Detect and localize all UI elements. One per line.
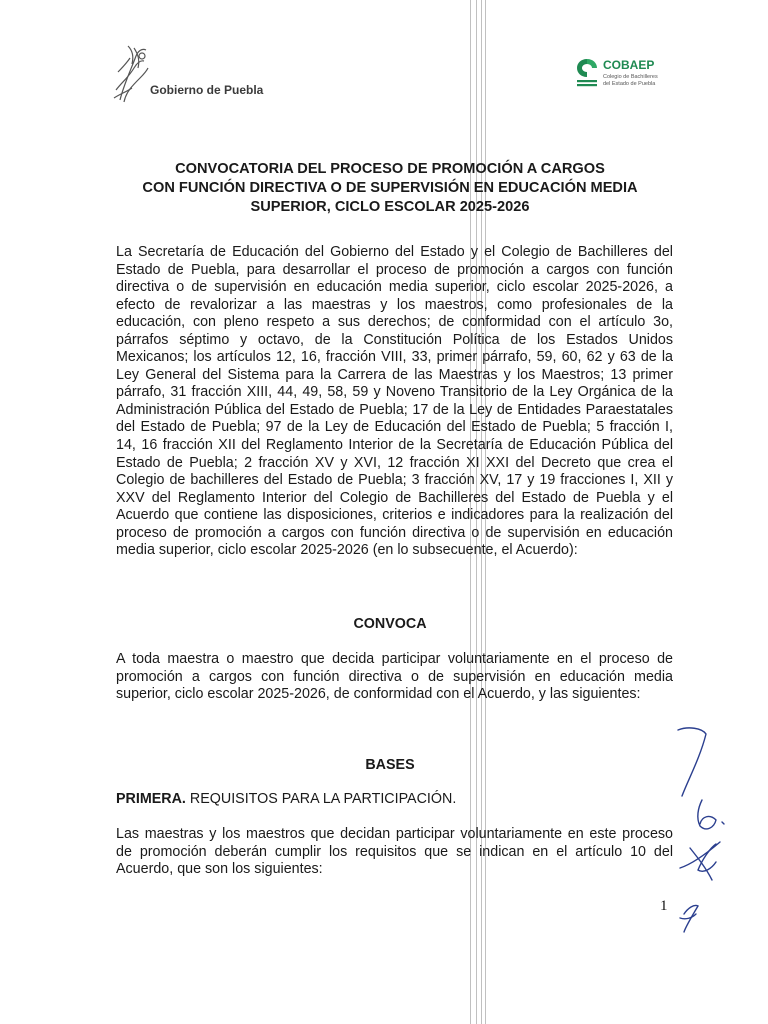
bases-heading: BASES	[365, 757, 415, 773]
section-primera-heading	[116, 791, 456, 807]
convoca-paragraph: A toda maestra o maestro que decida participar voluntariamente en el proceso de promoción a cargos con función directiva o de supervisión en educación media superior, ciclo escolar 2025-2026, de conformidad con el Acuerdo, y las siguientes:	[116, 651, 673, 703]
title-line: SUPERIOR, CICLO ESCOLAR 2025-2026	[250, 199, 530, 215]
requirements-paragraph: Las maestras y los maestros que decidan participar voluntariamente en este proceso de promoción deberán cumplir los requisitos que se indican en el artículo 10 del Acuerdo, que son los siguientes:	[116, 826, 673, 878]
title-line: CON FUNCIÓN DIRECTIVA O DE SUPERVISIÓN EN EDUCACIÓN MEDIA	[142, 180, 638, 196]
gobierno-puebla-emblem-icon	[112, 42, 152, 104]
convoca-heading: CONVOCA	[353, 616, 427, 632]
section-title: REQUISITOS PARA LA PARTICIPACIÓN.	[189, 791, 457, 807]
gobierno-puebla-logo	[112, 42, 264, 112]
handwritten-signature	[640, 718, 750, 938]
cobaep-emblem-icon	[575, 57, 599, 89]
cobaep-name: COBAEP	[603, 58, 655, 72]
title-line: CONVOCATORIA DEL PROCESO DE PROMOCIÓN A CARGOS	[175, 161, 605, 177]
cobaep-subtitle-line1: Colegio de Bachilleres	[603, 74, 658, 80]
document-title	[80, 160, 700, 217]
intro-paragraph: La Secretaría de Educación del Gobierno del Estado y el Colegio de Bachilleres del Estado de Puebla, para desarrollar el proceso de promoción a cargos con función directiva o de supervisión en educación media superior, ciclo escolar 2025-2026, a efecto de revalorizar a las maestras y los maestros, como profesionales de la educación, con pleno respeto a sus derechos; de conformidad con el artículo 3o, párrafos séptimo y octavo, de la Constitución Política de los Estados Unidos Mexicanos; los artículos 12, 16, fracción VIII, 33, primer párrafo, 59, 60, 62 y 63 de la Ley General del Sistema para la Carrera de las Maestras y los Maestros; 13 primer párrafo, 31 fracción XIII, 44, 49, 58, 59 y Noveno Transitorio de la Ley Orgánica de la Administración Pública del Estado de Puebla; 17 de la Ley de Entidades Paraestatales del Estado de Puebla; 97 de la Ley de Educación del Estado de Puebla; 5 fracción I, 14, 16 fracción XII del Reglamento Interior de la Secretaría de Educación Pública del Estado de Puebla; 2 fracción XV y XVI, 12 fracción XI XXI del Decreto que crea el Colegio de bachilleres del Estado de Puebla; 3 fracción XV, 17 y 19 fracciones I, XII y XXV del Reglamento Interior del Colegio de Bachilleres del Estado de Puebla y el Acuerdo que contiene las disposiciones, criterios e indicadores para la realización del proceso de promoción a cargos con función directiva o de supervisión en educación media superior, ciclo escolar 2025-2026 (en lo subsecuente, el Acuerdo):	[116, 244, 673, 559]
cobaep-logo	[575, 55, 685, 95]
cobaep-subtitle-line2: del Estado de Puebla	[603, 81, 656, 87]
section-lead: PRIMERA.	[116, 791, 186, 807]
gobierno-puebla-name: Gobierno de Puebla	[150, 83, 264, 97]
page-number: 1	[660, 898, 668, 914]
